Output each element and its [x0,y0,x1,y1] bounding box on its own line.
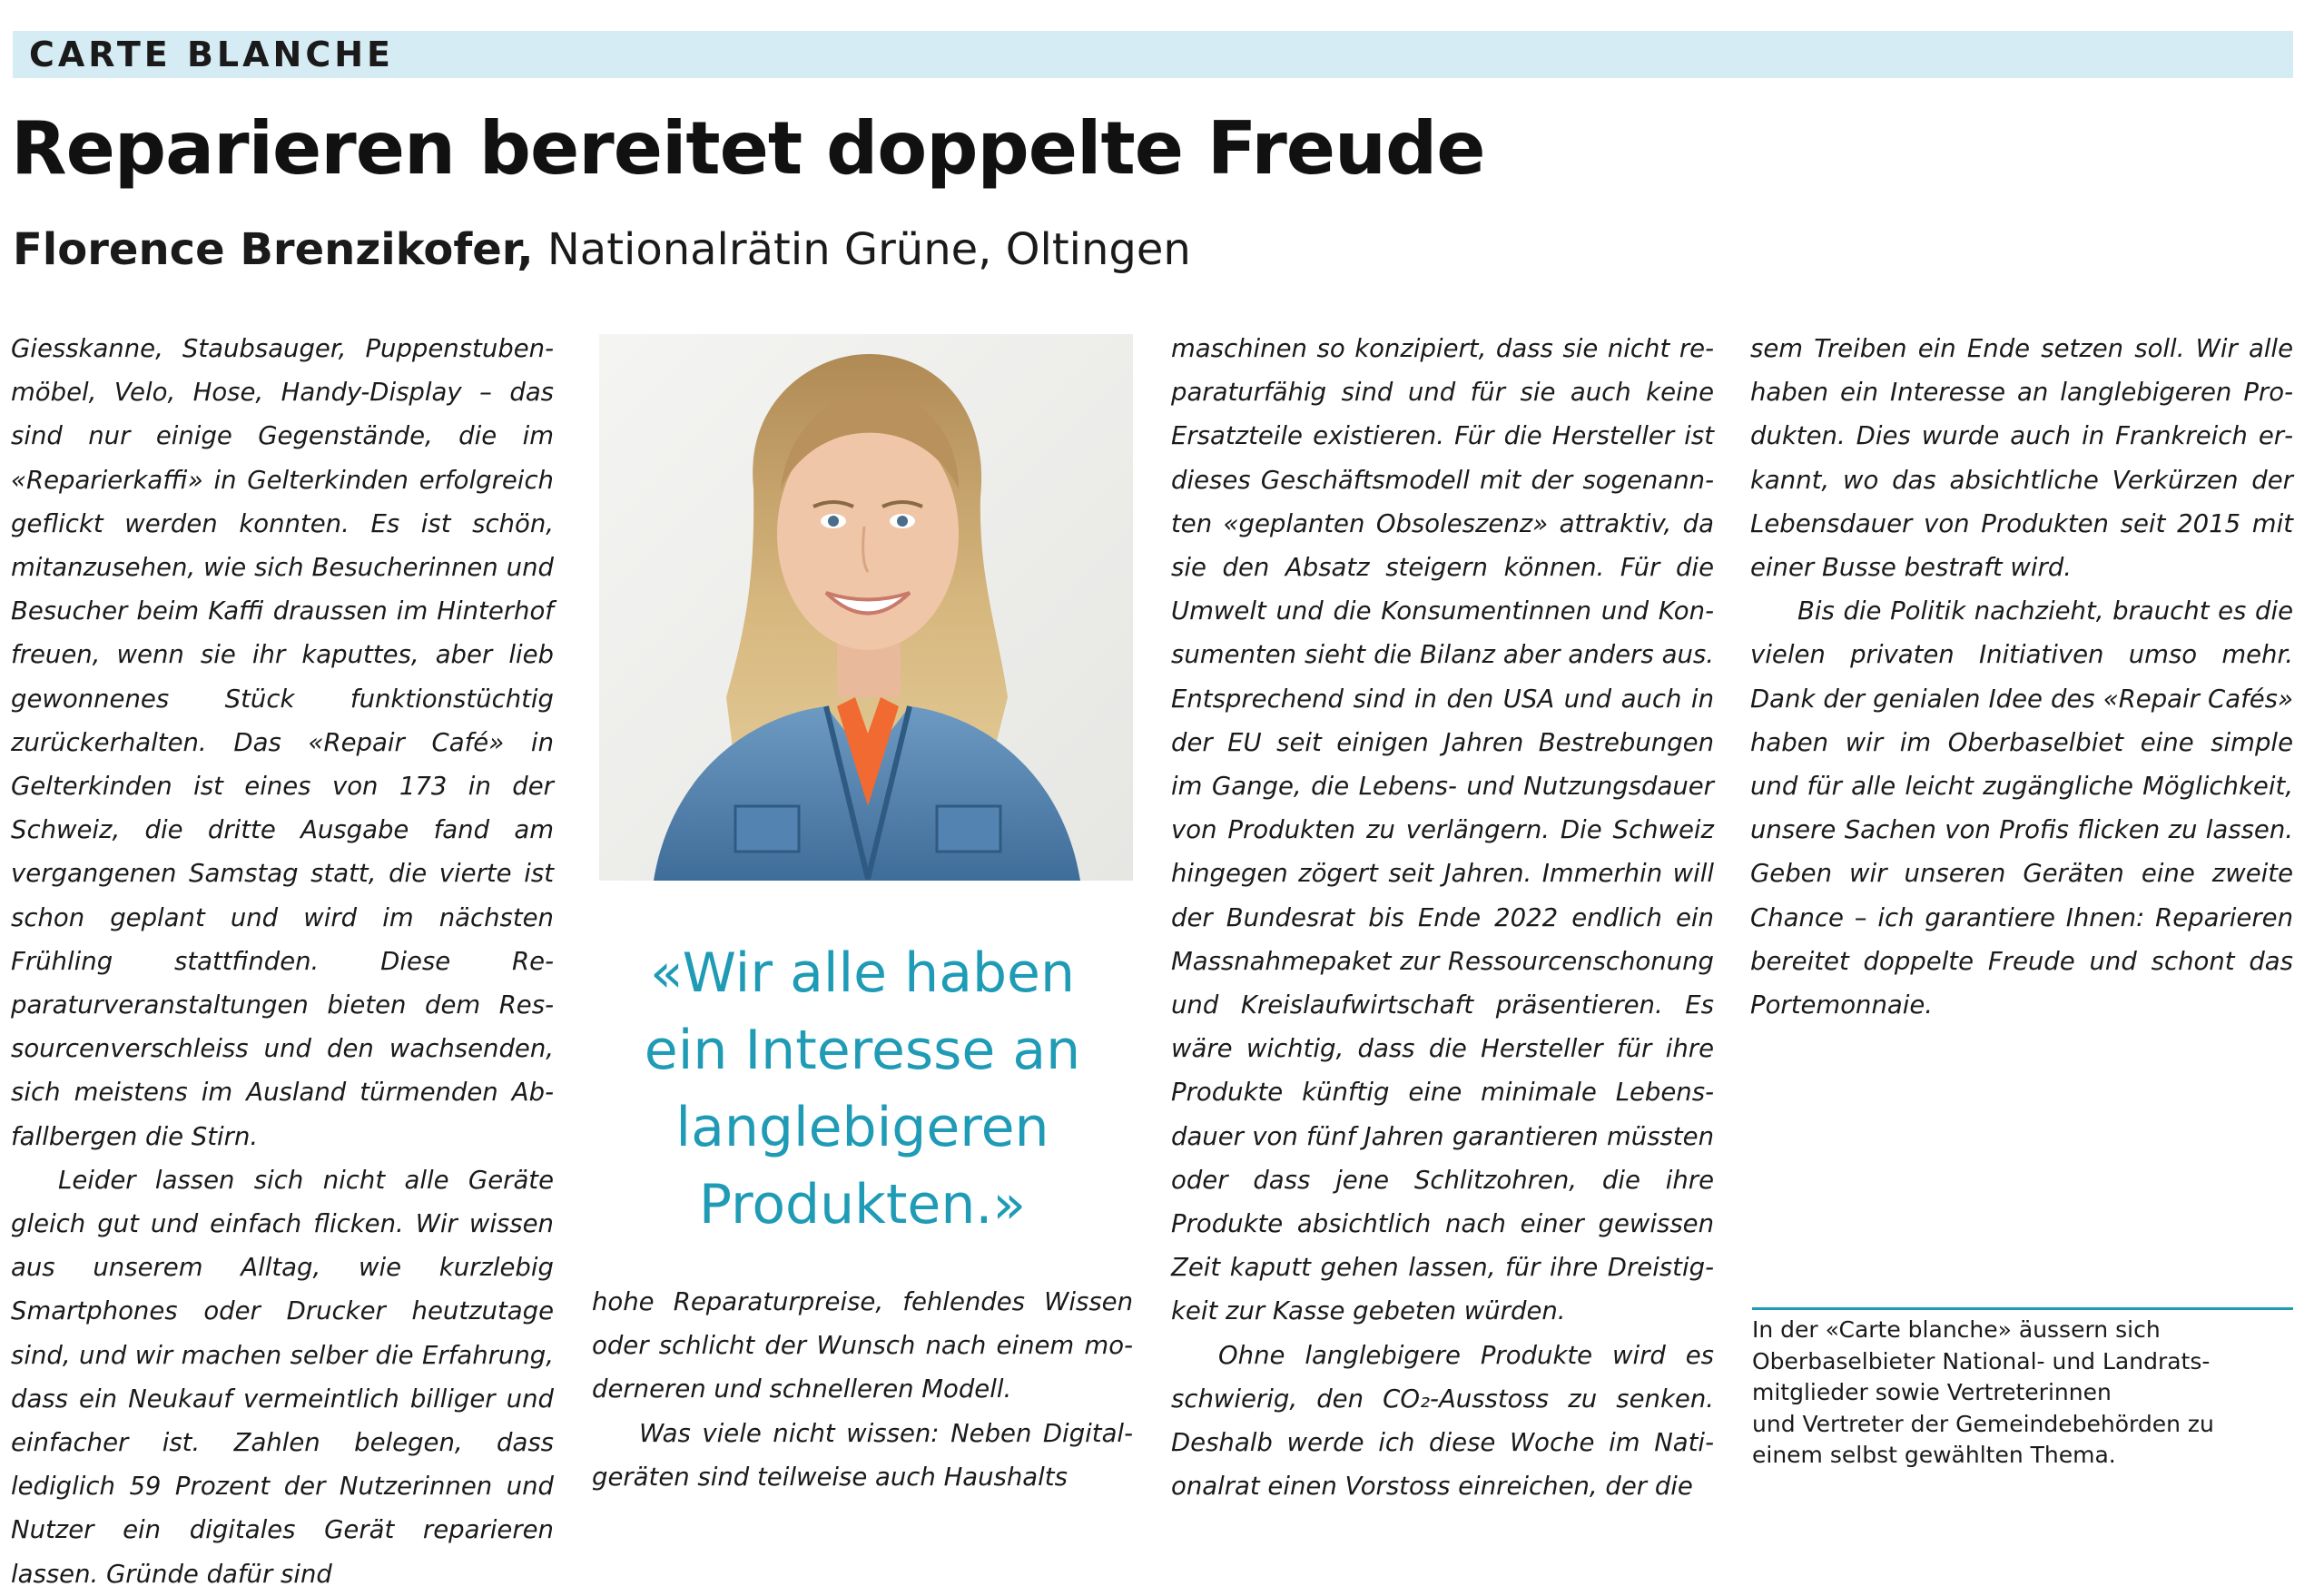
paragraph: Giesskanne, Staubsauger, Puppenstubenmöbel, Velo, Hose, Handy-Display – das sind nur einige Gegenstände, die im «Reparierkaffi» in Gelterkinden erfolgreich geflickt werden konnten. Es ist schön, mitanzusehen, wie sich Besucherinnen und Besucher beim Kaffi draussen im Hinterhof freuen, wenn sie ihr kaputtes, aber lieb gewonnenes Stück funktionstüchtig zurückerhalten. Das «Repair Café» in Gelterkinden ist eines von 173 in der Schweiz, die dritte Ausgabe fand am vergangenen Samstag statt, die vierte ist schon geplant und wird im nächsten Frühling stattfinden. Diese Reparaturveranstaltungen bieten dem Ressourcenverschleiss und den wachsenden, sich meistens im Ausland türmenden Abfallbergen die Stirn. [11,334,554,1151]
info-box-line: In der «Carte blanche» äussern sich [1752,1316,2161,1343]
author-role: Nationalrätin Grüne, Oltingen [547,224,1191,275]
article-column-3 [1171,327,1714,1507]
pull-quote-line: «Wir alle haben [650,941,1075,1005]
rubric-label: CARTE BLANCHE [29,34,394,74]
paragraph: Ohne langlebigere Produkte wird es schwierig, den CO₂-Ausstoss zu senken. Deshalb werde ich diese Woche im Nationalrat einen Vorstoss einreichen, der die [1171,1340,1714,1502]
info-box-line: und Vertreter der Gemeindebehörden zu [1752,1410,2214,1437]
info-box-line: Oberbaselbieter National- und Landrats- [1752,1347,2211,1374]
paragraph: Leider lassen sich nicht alle Geräte gleich gut und einfach flicken. Wir wissen aus unserem Alltag, wie kurzlebig Smartphones oder Drucker heutzutage sind, und wir machen selber die Erfahrung, dass ein Neukauf vermeintlich billiger und einfacher ist. Zahlen belegen, dass lediglich 59 Prozent der Nutzerinnen und Nutzer ein digitales Gerät reparieren lassen. Gründe dafür sind [11,1165,554,1589]
pull-quote [592,935,1133,1244]
info-box-rule [1752,1307,2293,1310]
pull-quote-line: ein Interesse an [644,1019,1081,1082]
article-column-1 [11,327,554,1589]
pull-quote-line: Produkten.» [698,1173,1027,1236]
author-name: Florence Brenzikofer, [13,224,534,275]
rubric-bar [13,31,2293,78]
headline: Reparieren bereitet doppelte Freude [11,106,1485,191]
info-box [1752,1315,2297,1472]
article-column-4 [1750,327,2293,1035]
article-column-2 [592,1280,1133,1507]
paragraph: Was viele nicht wissen: Neben Digitalgeräten sind teilweise auch Haushalts [592,1418,1133,1492]
byline [13,220,1191,280]
paragraph: Bis die Politik nachzieht, braucht es die vielen privaten Initiativen umso mehr. Dank der genialen Idee des «Repair Cafés» haben wir im Oberbaselbiet eine simple und für alle leicht zugängliche Möglichkeit, unsere Sachen von Profis flicken zu lassen. Geben wir unseren Geräten eine zweite Chance – ich garantiere Ihnen: Reparieren bereitet doppelte Freude und schont das Portemonnaie. [1750,596,2293,1020]
paragraph: maschinen so konzipiert, dass sie nicht reparaturfähig sind und für sie auch keine Ersatzteile existieren. Für die Hersteller ist dieses Geschäftsmodell mit der sogenannten «geplanten Obsoleszenz» attraktiv, da sie den Absatz steigern können. Für die Umwelt und die Konsumentinnen und Konsumenten sieht die Bilanz aber anders aus. Entsprechend sind in den USA und auch in der EU seit einigen Jahren Bestrebungen im Gange, die Lebens- und Nutzungsdauer von Produkten zu verlängern. Die Schweiz hingegen zögert seit Jahren. Immerhin will der Bundesrat bis Ende 2022 endlich ein Massnahmepaket zur Ressourcenschonung und Kreislaufwirtschaft präsentieren. Es wäre wichtig, dass die Hersteller für ihre Produkte künftig eine minimale Lebensdauer von fünf Jahren garantieren müssten oder dass jene Schlitzohren, die ihre Produkte absichtlich nach einer gewissen Zeit kaputt gehen lassen, für ihre Dreistigkeit zur Kasse gebeten würden. [1171,334,1714,1326]
pull-quote-line: langlebigeren [675,1096,1049,1159]
paragraph: hohe Reparaturpreise, fehlendes Wissen oder schlicht der Wunsch nach einem moderneren und schnelleren Modell. [592,1287,1133,1404]
info-box-line: mitglieder sowie Vertreterinnen [1752,1379,2112,1405]
paragraph: sem Treiben ein Ende setzen soll. Wir alle haben ein Interesse an langlebigeren Produkten. Dies wurde auch in Frankreich erkannt, wo das absichtliche Verkürzen der Lebensdauer von Produkten seit 2015 mit einer Busse bestraft wird. [1750,334,2293,583]
info-box-line: einem selbst gewählten Thema. [1752,1442,2116,1468]
author-portrait [599,334,1133,881]
